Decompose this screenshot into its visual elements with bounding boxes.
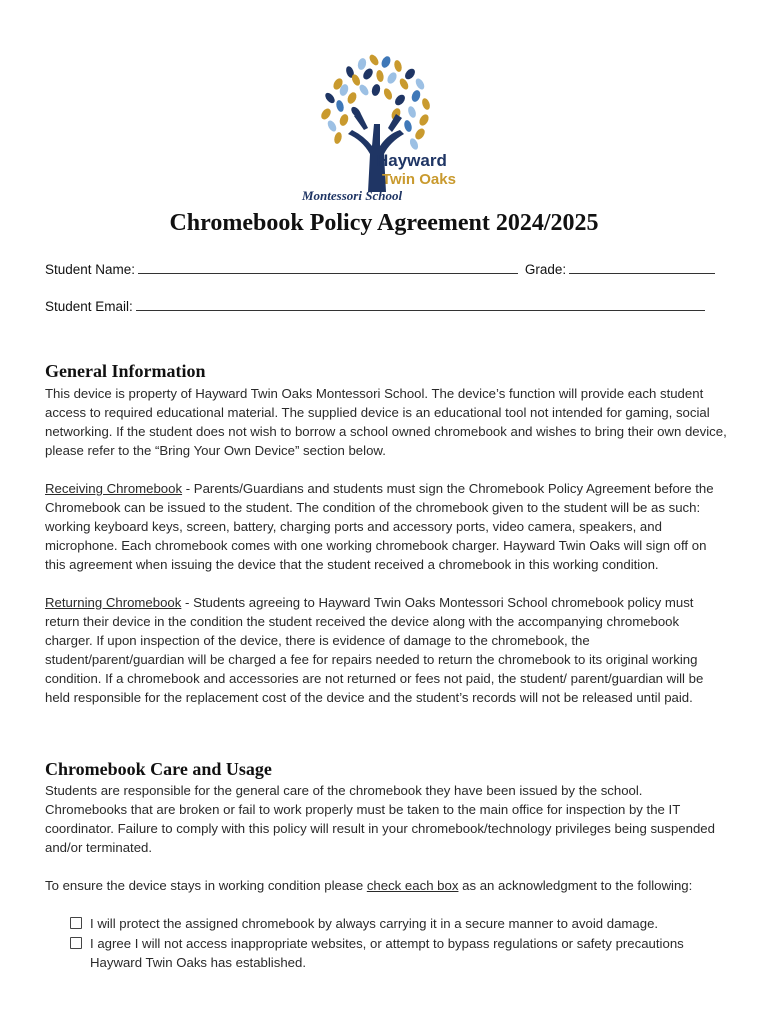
checklist-item-text: I agree I will not access inappropriate websites, or attempt to bypass regulations or safety precautions Hayward Twin Oaks has established.: [90, 935, 684, 970]
student-email-field[interactable]: [136, 297, 705, 311]
logo-line-3: Montessori School: [302, 188, 403, 203]
ensure-text-before: To ensure the device stays in working condition please: [45, 878, 367, 893]
returning-chromebook-paragraph: [45, 593, 727, 707]
check-each-box-text: check each box: [366, 878, 459, 893]
checklist-item: [70, 914, 730, 934]
grade-label: Grade:: [524, 262, 567, 277]
logo-line-1: Hayward: [376, 151, 447, 170]
acknowledgment-checklist: [70, 914, 730, 973]
care-usage-heading: Chromebook Care and Usage: [45, 759, 272, 779]
checklist-item-text: I will protect the assigned chromebook by always carrying it in a secure manner to avoid damage.: [90, 916, 659, 931]
general-information-heading: General Information: [45, 361, 206, 381]
receiving-chromebook-title: Receiving Chromebook: [45, 481, 183, 496]
student-email-row: [45, 297, 705, 314]
student-name-field[interactable]: [138, 260, 518, 274]
returning-chromebook-title: Returning Chromebook: [45, 595, 182, 610]
ensure-text-after: as an acknowledgment to the following:: [458, 878, 693, 893]
ensure-instruction: [45, 876, 727, 895]
student-name-row: [45, 260, 715, 277]
page-title: Chromebook Policy Agreement 2024/2025: [169, 210, 599, 236]
checkbox[interactable]: [70, 937, 82, 949]
checklist-item: [70, 934, 730, 973]
receiving-chromebook-text: - Parents/Guardians and students must sign the Chromebook Policy Agreement before the Chromebook can be issued to the student. The condition of the chromebook given to the student will be as such: working keyboard keys, screen, battery, charging ports and accessory ports, video camera, speakers, and microphone. Each chromebook comes with one working chromebook charger. Hayward Twin Oaks will sign off on this agreement when issuing the device that the student received a chromebook in this working condition.: [45, 481, 714, 572]
care-usage-paragraph: Students are responsible for the general care of the chromebook they have been issued by the school. Chromebooks that are broken or fail to work properly must be taken to the main office for inspection by the IT coordinator. Failure to comply with this policy will result in your chromebook/technology privileges being suspended and/or terminated.: [45, 783, 715, 855]
returning-chromebook-text: - Students agreeing to Hayward Twin Oaks Montessori School chromebook policy must return their device in the condition the student received the device along with the accompanying chromebook charger. If upon inspection of the device, there is evidence of damage to the chromebook, the student/parent/guardian will be charged a fee for repairs needed to return the chromebook to its original working condition. If a chromebook and accessories are not returned or fees not paid, the student/ parent/guardian will be held responsible for the replacement cost of the device and the student’s records will not be released until paid.: [45, 595, 704, 705]
receiving-chromebook-paragraph: [45, 479, 727, 574]
logo-line-2: Twin Oaks: [382, 171, 456, 188]
checkbox[interactable]: [70, 917, 82, 929]
grade-field[interactable]: [569, 260, 715, 274]
school-logo: [296, 54, 472, 204]
student-email-label: Student Email:: [45, 299, 133, 314]
student-name-label: Student Name:: [45, 262, 136, 277]
general-intro-paragraph: This device is property of Hayward Twin Oaks Montessori School. The device’s function will provide each student access to required educational material. The supplied device is an educational tool not intended for gaming, social networking. If the student does not wish to borrow a school owned chromebook and wishes to bring their own device, please refer to the “Bring Your Own Device” section below.: [45, 386, 727, 458]
